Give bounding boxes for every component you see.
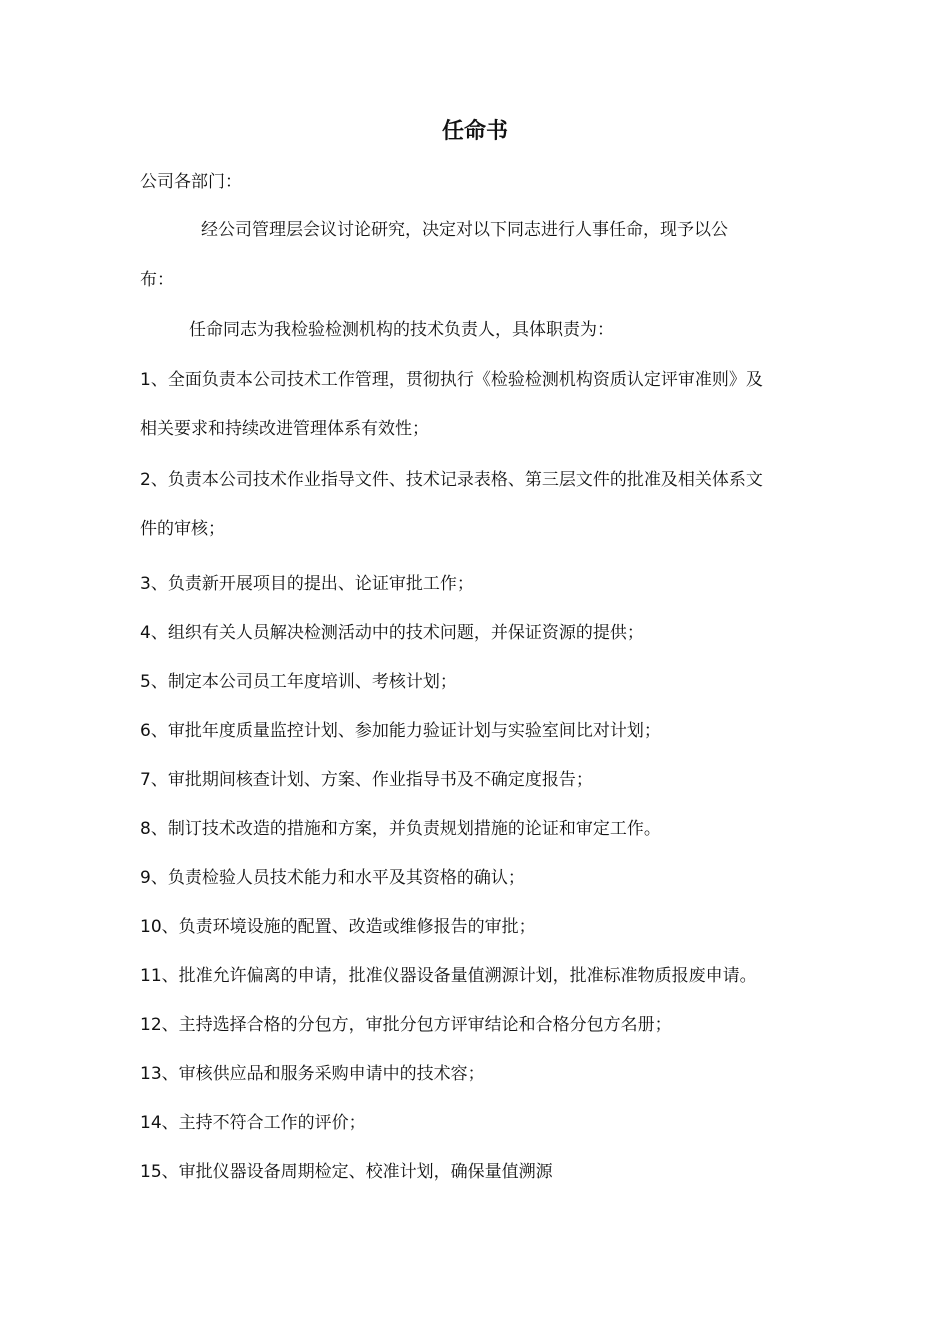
duty-item: 件的审核； xyxy=(140,519,225,539)
intro-line-1: 经公司管理层会议讨论研究，决定对以下同志进行人事任命，现予以公 xyxy=(201,220,728,240)
duty-item: 11、批准允许偏离的申请，批准仪器设备量值溯源计划，批准标准物质报废申请。 xyxy=(140,966,757,986)
duty-item: 9、负责检验人员技术能力和水平及其资格的确认； xyxy=(140,868,525,888)
duty-item: 7、审批期间核查计划、方案、作业指导书及不确定度报告； xyxy=(140,770,593,790)
duty-item: 10、负责环境设施的配置、改造或维修报告的审批； xyxy=(140,917,536,937)
duty-item: 4、组织有关人员解决检测活动中的技术问题，并保证资源的提供； xyxy=(140,623,644,643)
duty-item: 14、主持不符合工作的评价； xyxy=(140,1113,366,1133)
duty-item: 1、全面负责本公司技术工作管理，贯彻执行《检验检测机构资质认定评审准则》及 xyxy=(140,370,763,390)
duty-item: 3、负责新开展项目的提出、论证审批工作； xyxy=(140,574,474,594)
document-title: 任命书 xyxy=(441,119,508,144)
duty-item: 6、审批年度质量监控计划、参加能力验证计划与实验室间比对计划； xyxy=(140,721,661,741)
duty-item: 13、审核供应品和服务采购申请中的技术容； xyxy=(140,1064,485,1084)
duty-item: 5、制定本公司员工年度培训、考核计划； xyxy=(140,672,457,692)
duty-item: 2、负责本公司技术作业指导文件、技术记录表格、第三层文件的批准及相关体系文 xyxy=(140,470,763,490)
duty-item: 15、审批仪器设备周期检定、校准计划，确保量值溯源 xyxy=(140,1162,553,1182)
intro-line-2: 布： xyxy=(140,270,174,290)
salutation: 公司各部门： xyxy=(140,172,242,192)
duty-item: 12、主持选择合格的分包方，审批分包方评审结论和合格分包方名册； xyxy=(140,1015,672,1035)
duty-item: 8、制订技术改造的措施和方案，并负责规划措施的论证和审定工作。 xyxy=(140,819,661,839)
appointment-statement: 任命同志为我检验检测机构的技术负责人，具体职责为： xyxy=(189,320,614,340)
duty-item: 相关要求和持续改进管理体系有效性； xyxy=(140,419,429,439)
